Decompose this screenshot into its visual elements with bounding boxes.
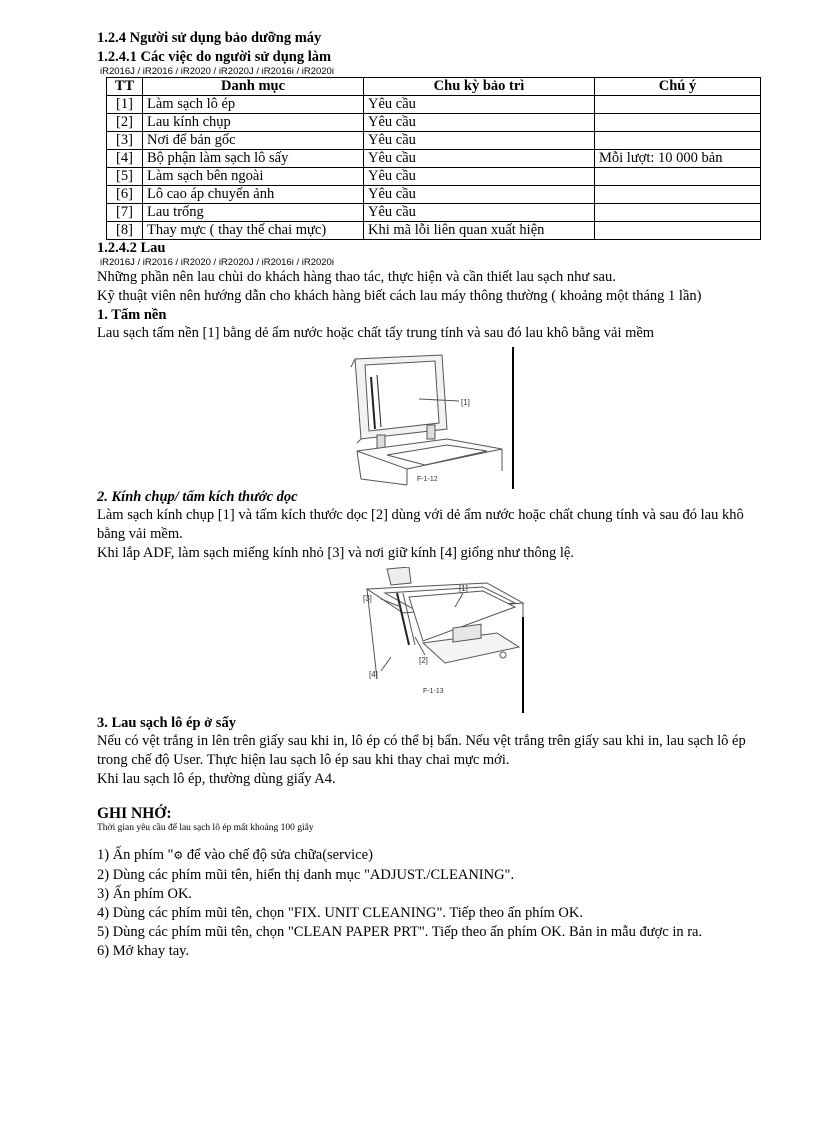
cell-item: Làm sạch lô ép — [143, 96, 364, 114]
figure-callout: [1] — [461, 398, 470, 407]
note-text: Thời gian yêu cầu để lau sạch lô ép mất khoảng 100 giây — [97, 823, 314, 833]
cell-tt: [3] — [107, 132, 143, 150]
cell-item: Thay mực ( thay thế chai mực) — [143, 222, 364, 240]
section-heading-1-2-4-2: 1.2.4.2 Lau — [97, 240, 166, 256]
figure-callout-2: [2] — [419, 656, 428, 665]
cell-cycle: Yêu cầu — [364, 204, 595, 222]
col-header-note: Chú ý — [595, 78, 761, 96]
note-title: GHI NHỚ: — [97, 805, 172, 822]
intro-paragraph-1: Những phần nên lau chùi do khách hàng thao tác, thực hiện và cần thiết lau sạch như sau. — [97, 269, 616, 285]
col-header-tt: TT — [107, 78, 143, 96]
step-1 — [97, 846, 772, 866]
figure-callout-4: [4] — [369, 670, 378, 679]
subsection-text-3b: Khi lau sạch lô ép, thường dùng giấy A4. — [97, 771, 336, 787]
subsection-title-3: 3. Lau sạch lô ép ở sấy — [97, 715, 236, 731]
cell-tt: [5] — [107, 168, 143, 186]
table-row — [107, 114, 761, 132]
cell-tt: [2] — [107, 114, 143, 132]
step-4: 4) Dùng các phím mũi tên, chọn "FIX. UNIT CLEANING". Tiếp theo ấn phím OK. — [97, 905, 583, 921]
step-1-end: để vào chế độ sửa chữa(service) — [183, 847, 373, 863]
table-row — [107, 132, 761, 150]
cell-item: Lau trống — [143, 204, 364, 222]
step-1-start: 1) Ấn phím " — [97, 847, 174, 863]
figure-caption: F-1-13 — [423, 688, 444, 695]
col-header-cycle: Chu kỳ bảo trì — [364, 78, 595, 96]
cell-note — [595, 114, 761, 132]
spacer — [97, 789, 772, 805]
cell-item: Làm sạch bên ngoài — [143, 168, 364, 186]
cell-note — [595, 186, 761, 204]
cell-note — [595, 222, 761, 240]
table-row — [107, 186, 761, 204]
section-heading-1-2-4: 1.2.4 Người sử dụng bảo dưỡng máy — [97, 30, 322, 46]
cell-tt: [8] — [107, 222, 143, 240]
table-row — [107, 222, 761, 240]
cell-tt: [6] — [107, 186, 143, 204]
figure-platen-cover — [347, 347, 517, 489]
step-2: 2) Dùng các phím mũi tên, hiển thị danh mục "ADJUST./CLEANING". — [97, 867, 515, 883]
cell-cycle: Khi mã lỗi liên quan xuất hiện — [364, 222, 595, 240]
cell-item: Nơi để bản gốc — [143, 132, 364, 150]
subsection-text-1: Lau sạch tấm nền [1] bằng dẻ ẩm nước hoặc chất tẩy trung tính và sau đó lau khô bằng vải mềm — [97, 325, 655, 341]
cell-cycle: Yêu cầu — [364, 132, 595, 150]
cell-note — [595, 204, 761, 222]
document-page — [97, 30, 772, 961]
subsection-text-2b: Khi lắp ADF, làm sạch miếng kính nhỏ [3] và nơi giữ kính [4] giống như thông lệ. — [97, 545, 574, 561]
spacer — [97, 834, 772, 846]
table-row — [107, 204, 761, 222]
cell-cycle: Yêu cầu — [364, 150, 595, 168]
cell-item: Lau kính chụp — [143, 114, 364, 132]
model-list: iR2016J / iR2016 / iR2020 / iR2020J / iR2016i / iR2020i — [100, 66, 334, 77]
cell-cycle: Yêu cầu — [364, 168, 595, 186]
platen-cover-illustration — [347, 347, 517, 489]
cell-note — [595, 96, 761, 114]
cell-cycle: Yêu cầu — [364, 96, 595, 114]
intro-paragraph-2: Kỹ thuật viên nên hướng dẫn cho khách hàng biết cách lau máy thông thường ( khoảng một tháng 1 lần) — [97, 288, 702, 304]
table-row — [107, 96, 761, 114]
figure-caption: F-1-12 — [417, 476, 438, 483]
table-row — [107, 150, 761, 168]
cell-item: Lô cao áp chuyển ảnh — [143, 186, 364, 204]
scanner-glass-illustration — [347, 567, 527, 713]
service-key-icon: ⚙ — [173, 850, 184, 862]
subsection-text-2a: Làm sạch kính chụp [1] và tấm kích thước dọc [2] dùng với dẻ ẩm nước hoặc chất chung tính và sau đó lau khô bằng vải mềm. — [97, 507, 744, 542]
cell-cycle: Yêu cầu — [364, 114, 595, 132]
cell-cycle: Yêu cầu — [364, 186, 595, 204]
figure-callout-1: [1] — [459, 584, 468, 593]
table-row — [107, 168, 761, 186]
cell-note — [595, 132, 761, 150]
figure-callout-3: [3] — [363, 594, 372, 603]
section-heading-1-2-4-1: 1.2.4.1 Các việc do người sử dụng làm — [97, 49, 332, 65]
cell-item: Bộ phận làm sạch lô sấy — [143, 150, 364, 168]
cell-tt: [7] — [107, 204, 143, 222]
step-5: 5) Dùng các phím mũi tên, chọn "CLEAN PAPER PRT". Tiếp theo ấn phím OK. Bản in mẫu được in ra. — [97, 924, 703, 940]
cell-tt: [4] — [107, 150, 143, 168]
step-3: 3) Ấn phím OK. — [97, 886, 193, 902]
step-6: 6) Mở khay tay. — [97, 943, 190, 959]
figure-scanner-glass — [347, 567, 527, 713]
maintenance-table — [106, 77, 761, 240]
model-list: iR2016J / iR2016 / iR2020 / iR2020J / iR2016i / iR2020i — [100, 257, 334, 268]
subsection-text-3a: Nếu có vệt trắng in lên trên giấy sau khi in, lô ép có thể bị bẩn. Nếu vệt trắng trên giấy sau khi in, lau sạch lô ép trong chế độ User. Thực hiện lau sạch lô ép sau khi thay chai mực mới. — [97, 733, 746, 768]
cell-tt: [1] — [107, 96, 143, 114]
cell-note: Mỗi lượt: 10 000 bản — [595, 150, 761, 168]
cell-note — [595, 168, 761, 186]
table-header-row — [107, 78, 761, 96]
subsection-title-2: 2. Kính chụp/ tấm kích thước dọc — [97, 489, 298, 505]
col-header-item: Danh mục — [143, 78, 364, 96]
subsection-title-1: 1. Tấm nền — [97, 307, 167, 323]
